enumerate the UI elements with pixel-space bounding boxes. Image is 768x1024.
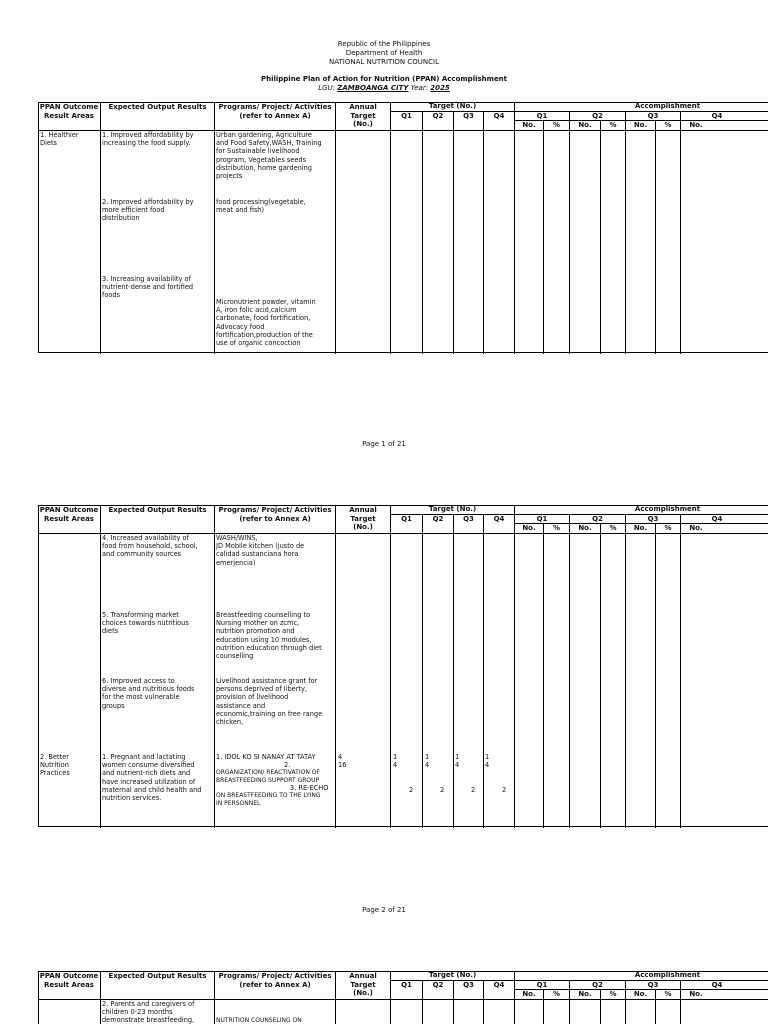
ppan-table-page1 xyxy=(38,102,768,354)
output-item-5: 5. Transforming market choices towards nutritious diets xyxy=(102,611,189,636)
output-item-4: 4. Increased availability of food from household, school, and community sources xyxy=(102,534,198,559)
col-output-header: Expected Output Results xyxy=(108,103,207,111)
col-accomplishment-header: Accomplishment xyxy=(634,971,701,979)
target-q3-b: 4 xyxy=(455,761,460,769)
outcome-better-nutrition: 2. Better Nutrition Practices xyxy=(40,753,70,778)
target-q2-b: 4 xyxy=(425,761,430,769)
col-target-header: Target (No.) xyxy=(428,505,477,513)
acc-q4: Q4 xyxy=(711,112,723,120)
program-item-7e: ON BREASTFEEDING TO THE LYING IN PERSONNEL xyxy=(216,792,321,807)
year-label: Year: xyxy=(410,84,429,92)
col-output-header: Expected Output Results xyxy=(108,972,207,980)
target-q3: Q3 xyxy=(463,515,474,523)
program-item-4: WASH/WINS, JD Mobile kitchen (justo de calidad sustanciana hora emerjencia) xyxy=(216,534,305,567)
target-q2-c: 2 xyxy=(440,786,445,794)
target-q2: Q2 xyxy=(432,515,444,523)
output-item-6: 6. Improved access to diverse and nutritious foods for the most vulnerable groups xyxy=(102,677,195,710)
acc-q1-pct: % xyxy=(552,524,560,532)
program-item-2: food processing(vegetable, meat and fish) xyxy=(216,198,306,215)
acc-q3-pct: % xyxy=(664,121,672,129)
col-target-header: Target (No.) xyxy=(428,102,477,110)
output-item-2: 2. Improved affordability by more efficient food distribution xyxy=(102,198,194,223)
program-item-7d: 3. RE-ECHO xyxy=(290,784,329,792)
program-item-6: Livelihood assistance grant for persons deprived of liberty, provision of livelihood assistance and economic,training on free range chicken, xyxy=(216,677,323,727)
col-target-header: Target (No.) xyxy=(428,971,477,979)
col-outcome-header: PPAN Outcome Result Areas xyxy=(39,972,99,989)
target-q2: Q2 xyxy=(432,981,444,989)
acc-q2: Q2 xyxy=(592,112,603,120)
header-council: NATIONAL NUTRITION COUNCIL xyxy=(329,58,439,66)
header-republic: Republic of the Philippines xyxy=(337,40,431,48)
acc-q2-pct: % xyxy=(609,121,617,129)
col-accomplishment-header: Accomplishment xyxy=(634,102,701,110)
program-item-7c: ORGANIZATION/ REACTIVATION OF BREASTFEEDING SUPPORT GROUP xyxy=(216,769,320,784)
program-item-5: Breastfeeding counselling to Nursing mother on zcmc, nutrition promotion and education using 10 modules, nutrition education through diet counselling xyxy=(216,611,322,661)
target-q4: Q4 xyxy=(493,981,505,989)
col-programs-header: Programs/ Project/ Activities (refer to Annex A) xyxy=(218,506,332,523)
col-programs-header: Programs/ Project/ Activities (refer to Annex A) xyxy=(218,972,332,989)
output-item-8: 2. Parents and caregivers of children 0-23 months demonstrate breastfeeding, xyxy=(102,1000,195,1024)
target-q1-a: 1 xyxy=(393,753,398,761)
acc-q1-pct: % xyxy=(552,121,560,129)
annual-target-a: 4 xyxy=(338,753,343,761)
col-programs-header: Programs/ Project/ Activities (refer to Annex A) xyxy=(218,103,332,120)
target-q4-b: 4 xyxy=(485,761,490,769)
acc-q2-pct: % xyxy=(609,990,617,998)
ppan-table-page3 xyxy=(38,971,768,1024)
acc-q3-no: No. xyxy=(633,524,648,532)
target-q1-c: 2 xyxy=(409,786,414,794)
acc-q3-no: No. xyxy=(633,121,648,129)
program-item-1: Urban gardening, Agriculture and Food Safety,WASH, Training for Sustainable livelihood program, Vegetables seeds distribution, home gardening projects xyxy=(216,131,322,181)
acc-q3-no: No. xyxy=(633,990,648,998)
lgu-year-line xyxy=(0,84,768,93)
target-q1: Q1 xyxy=(401,112,412,120)
target-q4: Q4 xyxy=(493,112,505,120)
acc-q3: Q3 xyxy=(647,112,659,120)
target-q1: Q1 xyxy=(401,981,412,989)
col-output-header: Expected Output Results xyxy=(108,506,207,514)
target-q3: Q3 xyxy=(463,112,474,120)
acc-q1: Q1 xyxy=(536,112,548,120)
page-footer-1: Page 1 of 21 xyxy=(362,440,406,448)
outcome-healthier-diets: 1. Healthier Diets xyxy=(40,131,79,148)
acc-q1: Q1 xyxy=(536,515,548,523)
acc-q4-no: No. xyxy=(689,524,703,532)
annual-target-b: 16 xyxy=(338,761,347,769)
year-value: 2025 xyxy=(430,84,450,92)
col-accomplishment-header: Accomplishment xyxy=(634,505,701,513)
col-annual-header: Annual Target (No.) xyxy=(349,506,377,531)
acc-q1-pct: % xyxy=(552,990,560,998)
acc-q4-no: No. xyxy=(689,990,703,998)
acc-q1: Q1 xyxy=(536,981,548,989)
output-item-1: 1. Improved affordability by increasing the food supply. xyxy=(102,131,194,148)
acc-q4-no: No. xyxy=(689,121,703,129)
col-annual-header: Annual Target (No.) xyxy=(349,103,377,128)
acc-q4: Q4 xyxy=(711,981,723,989)
program-item-8: NUTRITION COUNSELING ON xyxy=(216,1017,302,1024)
acc-q1-no: No. xyxy=(522,990,536,998)
page-footer-2: Page 2 of 21 xyxy=(362,906,406,914)
col-outcome-header: PPAN Outcome Result Areas xyxy=(39,103,99,120)
header-department: Department of Health xyxy=(345,49,423,57)
acc-q2: Q2 xyxy=(592,515,603,523)
target-q2: Q2 xyxy=(432,112,444,120)
acc-q4: Q4 xyxy=(711,515,723,523)
acc-q2-pct: % xyxy=(609,524,617,532)
output-item-7: 1. Pregnant and lactating women consume diversified and nutrient-rich diets and have increased utilization of maternal and child health and nutrition services. xyxy=(102,753,202,803)
col-annual-header: Annual Target (No.) xyxy=(349,972,377,997)
acc-q1-no: No. xyxy=(522,121,536,129)
document-title: Philippine Plan of Action for Nutrition (PPAN) Accomplishment xyxy=(260,75,508,83)
output-item-3: 3. Increasing availability of nutrient-dense and fortified foods xyxy=(102,275,194,300)
target-q3-a: 1 xyxy=(455,753,460,761)
target-q1-b: 4 xyxy=(393,761,398,769)
program-item-7b: 2. xyxy=(284,761,291,769)
ppan-table-page2 xyxy=(38,505,768,828)
col-outcome-header: PPAN Outcome Result Areas xyxy=(39,506,99,523)
target-q4: Q4 xyxy=(493,515,505,523)
acc-q2: Q2 xyxy=(592,981,603,989)
target-q2-a: 1 xyxy=(425,753,430,761)
target-q4-c: 2 xyxy=(502,786,507,794)
acc-q1-no: No. xyxy=(522,524,536,532)
target-q3: Q3 xyxy=(463,981,474,989)
program-item-7a: 1. IDOL KO SI NANAY AT TATAY xyxy=(216,753,316,761)
target-q1: Q1 xyxy=(401,515,412,523)
acc-q2-no: No. xyxy=(578,524,592,532)
acc-q2-no: No. xyxy=(578,121,592,129)
acc-q3: Q3 xyxy=(647,981,659,989)
program-item-3: Micronutrient powder, vitamin A, iron folic acid,calcium carbonate, food fortification, Advocacy food fortification,production of the use of organic concoction xyxy=(216,298,316,348)
lgu-label: LGU: xyxy=(318,84,336,92)
acc-q3-pct: % xyxy=(664,990,672,998)
acc-q3: Q3 xyxy=(647,515,659,523)
acc-q2-no: No. xyxy=(578,990,592,998)
acc-q3-pct: % xyxy=(664,524,672,532)
lgu-value: ZAMBOANGA CITY xyxy=(337,84,409,92)
target-q3-c: 2 xyxy=(471,786,476,794)
target-q4-a: 1 xyxy=(485,753,490,761)
